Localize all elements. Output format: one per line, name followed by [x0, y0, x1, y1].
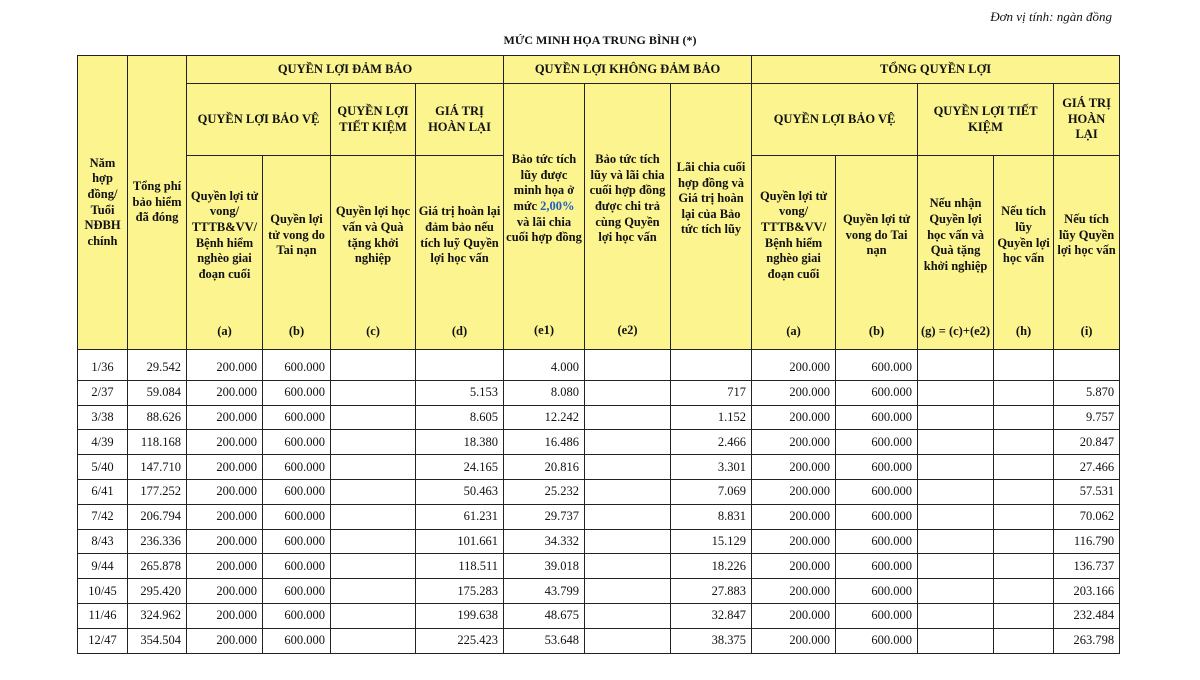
table-cell: 200.000	[752, 380, 836, 405]
header-total-surrender: GIÁ TRỊ HOÀN LẠI	[1054, 84, 1120, 156]
table-cell	[585, 628, 671, 653]
col-d-desc: Giá trị hoàn lại đảm bảo nếu tích luỹ Quyền lợi học vấn	[418, 204, 501, 266]
table-cell	[918, 603, 994, 628]
table-cell	[994, 529, 1054, 554]
table-cell: 18.380	[416, 430, 504, 455]
table-cell: 24.165	[416, 455, 504, 480]
table-row	[78, 430, 1120, 455]
table-cell: 600.000	[263, 350, 331, 381]
header-saving: QUYỀN LỢI TIẾT KIỆM	[331, 84, 416, 156]
header-e3	[671, 84, 752, 350]
table-cell: 600.000	[263, 579, 331, 604]
table-cell: 600.000	[263, 479, 331, 504]
table-cell: 200.000	[752, 554, 836, 579]
code-c: (c)	[366, 324, 380, 339]
table-cell: 4.000	[504, 350, 585, 381]
table-cell: 236.336	[128, 529, 187, 554]
table-cell: 48.675	[504, 603, 585, 628]
table-cell	[585, 350, 671, 381]
header-total: TỔNG QUYỀN LỢI	[752, 56, 1120, 84]
table-cell	[585, 430, 671, 455]
header-e1	[504, 84, 585, 350]
table-cell: 200.000	[752, 430, 836, 455]
table-cell	[416, 350, 504, 381]
table-cell	[918, 554, 994, 579]
table-cell: 600.000	[263, 455, 331, 480]
table-cell: 200.000	[752, 579, 836, 604]
col-h-desc: Nếu tích lũy Quyền lợi học vấn	[997, 204, 1050, 266]
table-cell: 200.000	[752, 628, 836, 653]
table-cell	[1054, 350, 1120, 381]
table-cell	[994, 504, 1054, 529]
table-cell	[331, 554, 416, 579]
table-cell: 200.000	[187, 579, 263, 604]
table-cell: 600.000	[263, 554, 331, 579]
table-cell: 600.000	[836, 504, 918, 529]
table-cell: 600.000	[836, 529, 918, 554]
col-i-desc: Nếu tích lũy Quyền lợi học vấn	[1057, 212, 1116, 258]
table-cell	[331, 455, 416, 480]
table-cell: 199.638	[416, 603, 504, 628]
table-cell	[331, 628, 416, 653]
table-row	[78, 529, 1120, 554]
table-cell	[331, 603, 416, 628]
table-cell	[585, 455, 671, 480]
table-cell: 9/44	[78, 554, 128, 579]
table-cell: 147.710	[128, 455, 187, 480]
table-cell	[994, 350, 1054, 381]
table-cell: 200.000	[187, 350, 263, 381]
col-b-desc: Quyền lợi tử vong do Tai nạn	[268, 212, 325, 258]
table-cell	[331, 405, 416, 430]
table-cell: 10/45	[78, 579, 128, 604]
table-row	[78, 479, 1120, 504]
table-cell: 600.000	[263, 380, 331, 405]
table-cell: 70.062	[1054, 504, 1120, 529]
unit-note: Đơn vị tính: ngàn đồng	[990, 9, 1112, 24]
code-e2: (e2)	[617, 323, 638, 338]
table-cell: 38.375	[671, 628, 752, 653]
table-cell	[585, 380, 671, 405]
table-cell: 200.000	[187, 430, 263, 455]
table-cell: 136.737	[1054, 554, 1120, 579]
table-cell	[994, 603, 1054, 628]
table-cell: 200.000	[187, 405, 263, 430]
table-cell	[585, 405, 671, 430]
table-cell	[918, 350, 994, 381]
table-cell: 600.000	[836, 350, 918, 381]
header-e2	[585, 84, 671, 350]
table-cell: 200.000	[752, 603, 836, 628]
table-cell: 39.018	[504, 554, 585, 579]
table-cell: 16.486	[504, 430, 585, 455]
table-cell: 101.661	[416, 529, 504, 554]
table-cell: 7.069	[671, 479, 752, 504]
table-cell: 600.000	[263, 628, 331, 653]
code-d: (d)	[451, 324, 468, 339]
table-cell: 50.463	[416, 479, 504, 504]
table-cell: 1.152	[671, 405, 752, 430]
col-tb-desc: Quyền lợi tử vong do Tai nạn	[842, 212, 911, 258]
header-protection: QUYỀN LỢI BẢO VỆ	[187, 84, 331, 156]
table-cell: 600.000	[263, 430, 331, 455]
table-cell: 717	[671, 380, 752, 405]
e1-suffix: và lãi chia cuối hợp đồng	[506, 214, 582, 245]
table-cell: 200.000	[187, 554, 263, 579]
table-cell	[918, 579, 994, 604]
table-row	[78, 628, 1120, 653]
table-cell	[918, 504, 994, 529]
table-cell: 354.504	[128, 628, 187, 653]
table-cell: 600.000	[836, 430, 918, 455]
table-cell: 88.626	[128, 405, 187, 430]
table-cell: 57.531	[1054, 479, 1120, 504]
code-b: (b)	[288, 324, 305, 339]
table-cell: 43.799	[504, 579, 585, 604]
table-cell: 175.283	[416, 579, 504, 604]
header-surrender: GIÁ TRỊ HOÀN LẠI	[416, 84, 504, 156]
table-cell	[918, 628, 994, 653]
code-g: (g) = (c)+(e2)	[921, 324, 991, 339]
table-cell: 116.790	[1054, 529, 1120, 554]
table-cell: 27.466	[1054, 455, 1120, 480]
table-cell: 600.000	[836, 455, 918, 480]
table-cell: 20.847	[1054, 430, 1120, 455]
header-guaranteed: QUYỀN LỢI ĐẢM BẢO	[187, 56, 504, 84]
table-cell	[994, 579, 1054, 604]
table-cell: 2/37	[78, 380, 128, 405]
table-title: MỨC MINH HỌA TRUNG BÌNH (*)	[503, 33, 697, 47]
table-cell: 200.000	[752, 405, 836, 430]
table-row	[78, 554, 1120, 579]
table-cell: 29.542	[128, 350, 187, 381]
table-cell: 232.484	[1054, 603, 1120, 628]
table-row	[78, 350, 1120, 381]
table-cell: 61.231	[416, 504, 504, 529]
table-cell: 6/41	[78, 479, 128, 504]
table-cell: 34.332	[504, 529, 585, 554]
code-e1: (e1)	[533, 323, 555, 338]
table-row	[78, 455, 1120, 480]
table-cell	[585, 603, 671, 628]
table-cell	[585, 579, 671, 604]
table-cell: 5.870	[1054, 380, 1120, 405]
table-cell	[331, 504, 416, 529]
table-cell: 5/40	[78, 455, 128, 480]
table-cell	[918, 405, 994, 430]
table-cell: 600.000	[263, 529, 331, 554]
table-cell: 32.847	[671, 603, 752, 628]
table-cell: 200.000	[187, 455, 263, 480]
table-cell: 200.000	[187, 603, 263, 628]
table-cell: 8.605	[416, 405, 504, 430]
table-cell: 3.301	[671, 455, 752, 480]
table-row	[78, 504, 1120, 529]
table-cell	[585, 504, 671, 529]
header-total-saving: QUYỀN LỢI TIẾT KIỆM	[918, 84, 1054, 156]
table-row	[78, 579, 1120, 604]
table-cell	[918, 479, 994, 504]
code-a: (a)	[217, 324, 232, 339]
table-cell	[994, 430, 1054, 455]
table-cell: 9.757	[1054, 405, 1120, 430]
header-premium: Tổng phí bảo hiểm đã đóng	[128, 56, 187, 350]
col-ta-desc: Quyền lợi tử vong/ TTTB&VV/ Bệnh hiểm nghèo giai đoạn cuối	[759, 188, 828, 281]
table-cell: 225.423	[416, 628, 504, 653]
table-cell: 200.000	[187, 504, 263, 529]
table-cell	[994, 479, 1054, 504]
code-tb: (b)	[868, 324, 885, 339]
table-cell: 25.232	[504, 479, 585, 504]
col-a-desc: Quyền lợi tử vong/ TTTB&VV/ Bệnh hiểm nghèo giai đoạn cuối	[190, 188, 259, 281]
table-cell	[585, 479, 671, 504]
table-cell	[331, 529, 416, 554]
table-cell: 4/39	[78, 430, 128, 455]
table-cell: 59.084	[128, 380, 187, 405]
code-h: (h)	[1015, 324, 1032, 339]
table-cell: 600.000	[836, 405, 918, 430]
table-cell: 600.000	[836, 380, 918, 405]
table-cell: 5.153	[416, 380, 504, 405]
table-cell	[331, 350, 416, 381]
table-cell	[918, 380, 994, 405]
table-cell: 29.737	[504, 504, 585, 529]
table-cell: 15.129	[671, 529, 752, 554]
table-cell: 53.648	[504, 628, 585, 653]
table-cell: 200.000	[752, 479, 836, 504]
illustration-table	[77, 55, 1120, 654]
table-cell	[331, 479, 416, 504]
e1-prefix: Bảo tức tích lũy được minh họa ở mức	[511, 152, 577, 213]
table-cell: 600.000	[263, 603, 331, 628]
table-cell: 8/43	[78, 529, 128, 554]
table-cell: 7/42	[78, 504, 128, 529]
table-cell	[918, 529, 994, 554]
table-row	[78, 380, 1120, 405]
col-g-desc: Nếu nhận Quyền lợi học vấn và Quà tặng khởi nghiệp	[923, 196, 988, 273]
table-cell	[918, 455, 994, 480]
table-cell: 200.000	[187, 479, 263, 504]
table-cell: 324.962	[128, 603, 187, 628]
table-cell: 118.168	[128, 430, 187, 455]
table-cell	[994, 554, 1054, 579]
table-cell	[994, 380, 1054, 405]
table-cell	[994, 405, 1054, 430]
table-cell: 200.000	[752, 529, 836, 554]
table-cell: 600.000	[836, 554, 918, 579]
table-cell: 11/46	[78, 603, 128, 628]
table-cell: 20.816	[504, 455, 585, 480]
table-cell: 295.420	[128, 579, 187, 604]
e1-rate: 2,00%	[540, 199, 575, 213]
col-c-desc: Quyền lợi học vấn và Quà tặng khởi nghiệp	[335, 204, 411, 266]
table-cell	[331, 430, 416, 455]
table-row	[78, 603, 1120, 628]
table-cell: 12/47	[78, 628, 128, 653]
table-cell	[585, 554, 671, 579]
header-total-protection: QUYỀN LỢI BẢO VỆ	[752, 84, 918, 156]
header-non-guaranteed: QUYỀN LỢI KHÔNG ĐẢM BẢO	[504, 56, 752, 84]
table-cell: 263.798	[1054, 628, 1120, 653]
table-cell: 600.000	[836, 579, 918, 604]
table-row	[78, 405, 1120, 430]
table-cell	[994, 455, 1054, 480]
table-cell	[994, 628, 1054, 653]
table-cell: 200.000	[187, 529, 263, 554]
table-cell: 206.794	[128, 504, 187, 529]
table-cell: 203.166	[1054, 579, 1120, 604]
table-cell: 200.000	[187, 380, 263, 405]
table-cell: 3/38	[78, 405, 128, 430]
table-cell: 265.878	[128, 554, 187, 579]
e3-desc: Lãi chia cuối hợp đồng và Giá trị hoàn lại của Bảo tức tích lũy	[676, 159, 746, 237]
table-cell	[918, 430, 994, 455]
table-cell: 18.226	[671, 554, 752, 579]
code-ta: (a)	[786, 324, 801, 339]
header-year: Năm hợp đồng/ Tuổi NĐBH chính	[78, 56, 128, 350]
table-cell	[331, 380, 416, 405]
table-cell: 600.000	[836, 479, 918, 504]
table-cell: 27.883	[671, 579, 752, 604]
table-cell: 12.242	[504, 405, 585, 430]
table-cell: 600.000	[836, 628, 918, 653]
table-cell	[585, 529, 671, 554]
table-cell	[331, 579, 416, 604]
table-cell: 200.000	[752, 455, 836, 480]
e2-desc: Bảo tức tích lũy và lãi chia cuối hợp đồng được chi trả cùng Quyền lợi học vấn	[589, 152, 666, 245]
table-cell: 600.000	[836, 603, 918, 628]
table-cell: 8.831	[671, 504, 752, 529]
table-cell: 600.000	[263, 405, 331, 430]
table-cell: 2.466	[671, 430, 752, 455]
table-cell	[671, 350, 752, 381]
table-cell: 600.000	[263, 504, 331, 529]
code-i: (i)	[1080, 324, 1093, 339]
table-cell: 200.000	[752, 504, 836, 529]
table-cell: 200.000	[752, 350, 836, 381]
table-cell: 1/36	[78, 350, 128, 381]
table-cell: 118.511	[416, 554, 504, 579]
table-cell: 8.080	[504, 380, 585, 405]
table-cell: 177.252	[128, 479, 187, 504]
table-cell: 200.000	[187, 628, 263, 653]
